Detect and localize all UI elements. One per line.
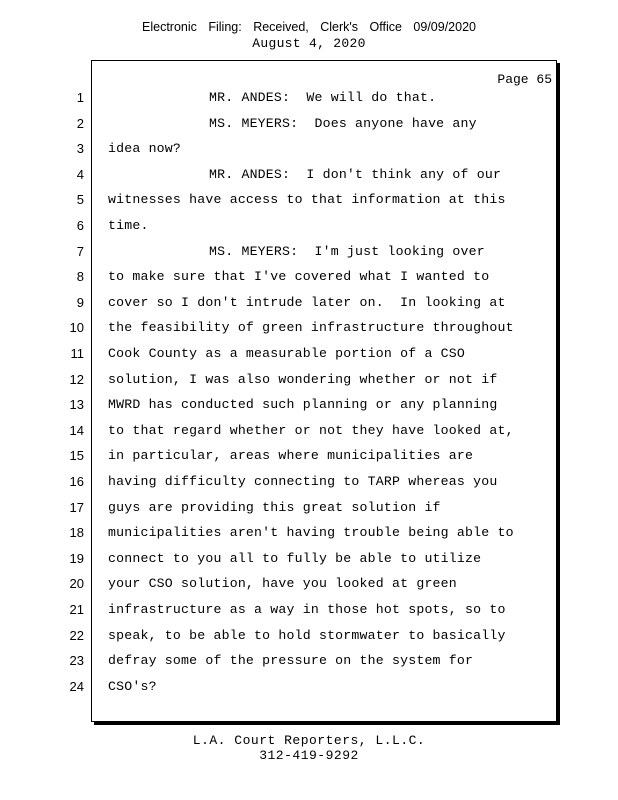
line-text: in particular, areas where municipalities are bbox=[108, 448, 474, 464]
transcript-line bbox=[0, 653, 618, 679]
transcript-line bbox=[0, 372, 618, 398]
line-text: municipalities aren't having trouble being able to bbox=[108, 525, 514, 541]
line-number: 15 bbox=[69, 448, 84, 464]
line-text: MWRD has conducted such planning or any planning bbox=[108, 397, 498, 413]
line-number: 22 bbox=[69, 627, 84, 643]
line-text: cover so I don't intrude later on. In looking at bbox=[108, 294, 506, 310]
line-text: guys are providing this great solution if bbox=[108, 499, 441, 515]
line-number: 21 bbox=[69, 602, 84, 617]
transcript-line bbox=[0, 244, 618, 270]
line-text: connect to you all to fully be able to utilize bbox=[108, 550, 482, 566]
line-text: MR. ANDES: I don't think any of our bbox=[209, 166, 502, 182]
line-number: 3 bbox=[76, 141, 84, 157]
transcript-line bbox=[0, 141, 618, 167]
line-number: 24 bbox=[69, 678, 84, 694]
transcript-line bbox=[0, 269, 618, 295]
line-number: 5 bbox=[76, 192, 84, 208]
transcript-line bbox=[0, 346, 618, 372]
transcript-line bbox=[0, 167, 618, 193]
line-number: 23 bbox=[69, 653, 84, 669]
line-number: 2 bbox=[76, 115, 84, 131]
transcript-line bbox=[0, 397, 618, 423]
reporter-phone: 312-419-9292 bbox=[259, 748, 359, 763]
line-text: defray some of the pressure on the system for bbox=[108, 653, 474, 669]
line-number: 1 bbox=[76, 90, 84, 105]
line-text: solution, I was also wondering whether or not if bbox=[108, 371, 498, 387]
line-text: your CSO solution, have you looked at green bbox=[108, 576, 457, 592]
transcript-line bbox=[0, 320, 618, 346]
filing-stamp: Electronic Filing: Received, Clerk's Office 09/09/2020 bbox=[142, 20, 476, 34]
transcript-line bbox=[0, 218, 618, 244]
page-number: Page 65 bbox=[497, 72, 552, 87]
transcript-date: August 4, 2020 bbox=[252, 36, 366, 51]
line-number: 7 bbox=[76, 243, 84, 259]
line-text: MR. ANDES: We will do that. bbox=[209, 90, 437, 105]
line-number: 18 bbox=[69, 525, 84, 541]
line-text: having difficulty connecting to TARP whereas you bbox=[108, 474, 498, 489]
line-text: time. bbox=[108, 218, 149, 233]
line-text: MS. MEYERS: Does anyone have any bbox=[209, 115, 477, 131]
transcript-line bbox=[0, 576, 618, 602]
transcript-line bbox=[0, 679, 618, 705]
transcript-line bbox=[0, 551, 618, 577]
footer bbox=[0, 733, 618, 763]
line-text: MS. MEYERS: I'm just looking over bbox=[209, 243, 485, 259]
transcript-line bbox=[0, 448, 618, 474]
transcript-line bbox=[0, 116, 618, 142]
transcript-line bbox=[0, 500, 618, 526]
line-number: 6 bbox=[76, 218, 84, 233]
line-text: the feasibility of green infrastructure throughout bbox=[108, 320, 514, 336]
line-number: 4 bbox=[76, 166, 84, 182]
line-number: 10 bbox=[69, 320, 84, 336]
transcript-line bbox=[0, 628, 618, 654]
line-number: 14 bbox=[69, 422, 84, 438]
line-text: speak, to be able to hold stormwater to basically bbox=[108, 627, 506, 643]
transcript-line bbox=[0, 423, 618, 449]
line-text: CSO's? bbox=[108, 678, 157, 694]
transcript-line bbox=[0, 90, 618, 116]
reporter-company: L.A. Court Reporters, L.L.C. bbox=[192, 733, 426, 748]
line-number: 17 bbox=[69, 499, 84, 515]
transcript-line bbox=[0, 192, 618, 218]
line-number: 12 bbox=[69, 371, 84, 387]
line-text: witnesses have access to that information at this bbox=[108, 192, 506, 208]
transcript-line bbox=[0, 525, 618, 551]
transcript-line bbox=[0, 295, 618, 321]
line-number: 19 bbox=[69, 550, 84, 566]
line-text: idea now? bbox=[108, 141, 182, 157]
line-number: 8 bbox=[76, 269, 84, 285]
line-number: 20 bbox=[69, 576, 84, 592]
line-number: 9 bbox=[76, 294, 84, 310]
line-text: infrastructure as a way in those hot spots, so to bbox=[108, 602, 506, 617]
line-number: 16 bbox=[69, 474, 84, 489]
line-number: 13 bbox=[69, 397, 84, 413]
transcript-line bbox=[0, 602, 618, 628]
transcript-line bbox=[0, 474, 618, 500]
line-text: Cook County as a measurable portion of a CSO bbox=[108, 346, 466, 361]
line-text: to make sure that I've covered what I wanted to bbox=[108, 269, 490, 285]
line-number: 11 bbox=[70, 346, 84, 361]
line-text: to that regard whether or not they have looked at, bbox=[108, 422, 514, 438]
